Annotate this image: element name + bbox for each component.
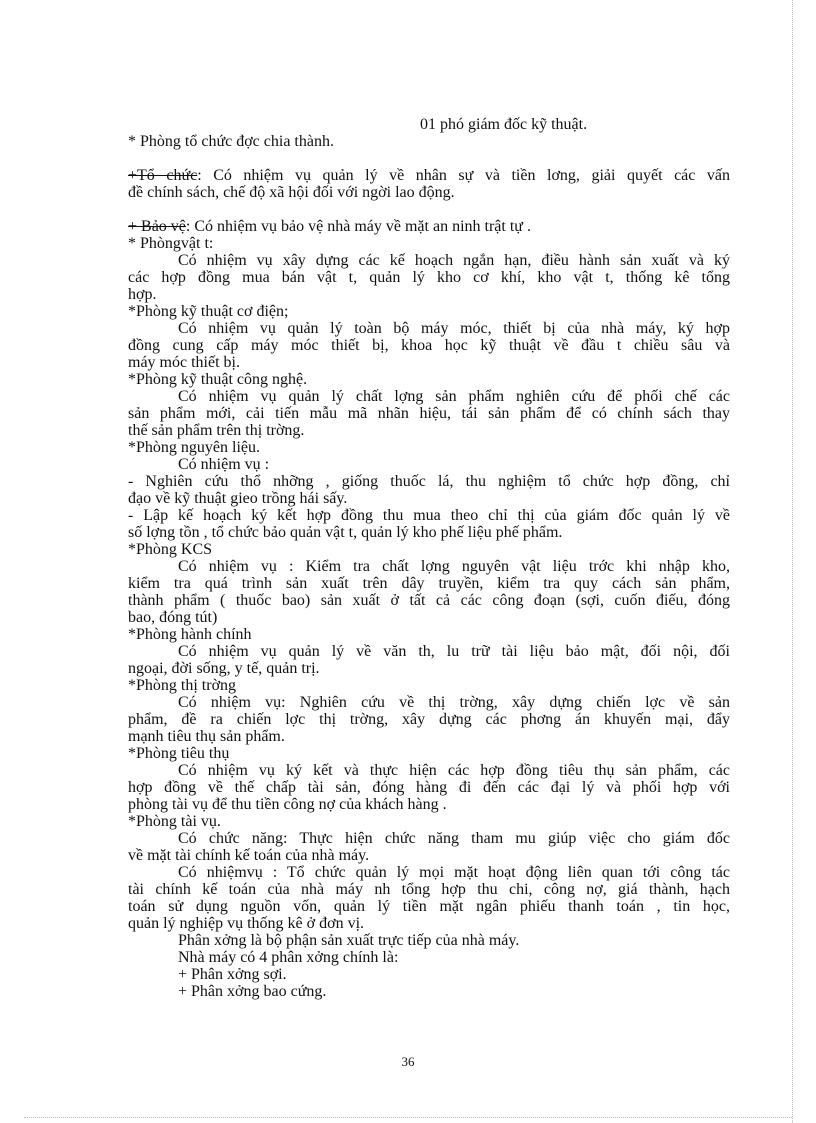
text-line <box>128 507 730 524</box>
line-text: - Nghiên cứu thổ nhỡng , giống thuốc lá, thu nghiệm tổ chức hợp đồng, chỉ <box>128 473 730 490</box>
text-line <box>128 711 730 728</box>
line-text: - Lập kế hoạch ký kết hợp đồng thu mua theo chỉ thị của giám đốc quản lý về <box>128 507 730 524</box>
text-line <box>128 915 364 932</box>
text-line <box>128 371 307 388</box>
line-text: Có nhiệmvụ : Tổ chức quản lý mọi mặt hoạt động liên quan tới công tác <box>178 864 730 881</box>
line-text: về mặt tài chính kế toán của nhà máy. <box>128 847 370 864</box>
line-text: Có nhiệm vụ : Kiểm tra chất lợng nguyên vật liệu trớc khi nhập kho, <box>178 558 730 575</box>
text-line <box>128 847 369 864</box>
text-line <box>128 796 447 813</box>
line-text: hợp đồng về thế chấp tài sản, đóng hàng đi đến các đại lý và phối hợp với <box>128 779 730 796</box>
text-line <box>178 388 730 405</box>
line-text: *Phòng KCS <box>128 541 213 558</box>
text-line <box>178 643 730 660</box>
line-text: * Phòngvật t: <box>128 235 214 252</box>
line-text: phẩm, đề ra chiến lợc thị trờng, xây dựng các phơng án khuyến mại, đẩy <box>128 711 730 728</box>
section-heading: +Tổ chức <box>128 167 198 184</box>
line-text: Có nhiệm vụ quản lý chất lợng sản phẩm nghiên cứu để phối chế các <box>178 388 730 405</box>
text-line <box>128 473 730 490</box>
line-text: máy móc thiết bị. <box>128 354 240 371</box>
text-line <box>178 762 730 779</box>
line-text: * Phòng tổ chức đợc chia thành. <box>128 133 334 150</box>
line-text: + Phân xởng bao cứng. <box>178 983 327 1000</box>
text-line <box>128 541 212 558</box>
line-text: 01 phó giám đốc kỹ thuật. <box>420 116 588 133</box>
text-line <box>178 558 730 575</box>
line-text: Có nhiệm vụ ký kết và thực hiện các hợp đồng tiêu thụ sản phẩm, các <box>178 762 730 779</box>
text-line <box>178 932 519 949</box>
line-text: *Phòng kỹ thuật cơ điện; <box>128 303 289 320</box>
text-line <box>178 320 730 337</box>
text-line <box>128 677 236 694</box>
line-text: số lợng tồn , tổ chức bảo quản vật t, quản lý kho phế liệu phế phẩm. <box>128 524 563 541</box>
text-line <box>178 966 287 983</box>
text-line <box>128 218 531 235</box>
text-line <box>128 745 229 762</box>
text-line <box>178 694 730 711</box>
line-text: kiểm tra quá trình sản xuất trên dây truyền, kiểm tra quy cách sản phẩm, <box>128 575 730 592</box>
line-text: Có nhiệm vụ quản lý toàn bộ máy móc, thiết bị của nhà máy, ký hợp <box>178 320 730 337</box>
section-heading: + Bảo vệ <box>128 218 186 235</box>
text-line <box>128 592 730 609</box>
text-line <box>128 660 320 677</box>
text-line <box>128 184 455 201</box>
text-line <box>178 830 730 847</box>
text-line <box>128 354 240 371</box>
line-text: *Phòng hành chính <box>128 626 252 643</box>
line-text: *Phòng nguyên liệu. <box>128 439 260 456</box>
page-number: 36 <box>401 1054 415 1069</box>
line-text: Có nhiệm vụ : <box>178 456 270 473</box>
text-line <box>128 405 730 422</box>
line-text: đề chính sách, chế độ xã hội đối với ngời lao động. <box>128 184 455 201</box>
line-text: Có nhiệm vụ xây dựng các kế hoạch ngắn hạn, điều hành sản xuất và ký <box>178 252 730 269</box>
text-line <box>128 524 562 541</box>
line-text: toán sử dụng nguồn vốn, quản lý tiền mặt ngân phiếu thanh toán , tin học, <box>128 898 730 915</box>
text-line <box>178 949 398 966</box>
text-line <box>128 269 730 286</box>
text-line <box>128 422 304 439</box>
text-line <box>128 337 730 354</box>
line-text: Có nhiệm vụ: Nghiên cứu về thị trờng, xây dựng chiến lợc về sản <box>178 694 730 711</box>
line-text: đồng cung cấp máy móc thiết bị, khoa học kỹ thuật về đầu t chiều sâu và <box>128 337 730 354</box>
line-text: sản phẩm mới, cải tiến mẫu mã nhãn hiệu, tái sản phẩm để có chính sách thay <box>128 405 730 422</box>
line-text: phòng tài vụ để thu tiền công nợ của khách hàng . <box>128 796 447 813</box>
page-right-border <box>792 0 793 1123</box>
line-text: : Có nhiệm vụ bảo vệ nhà máy về mặt an ninh trật tự . <box>185 218 531 235</box>
line-text: thành phẩm ( thuốc bao) sản xuất ở tất cả các công đoạn (sợi, cuốn điếu, đóng <box>128 592 730 609</box>
text-line <box>128 626 252 643</box>
page-bottom-border <box>24 1117 792 1118</box>
line-text: thế sản phẩm trên thị trờng. <box>128 422 305 439</box>
line-text: Có nhiệm vụ quản lý về văn th, lu trữ tài liệu bảo mật, đối nội, đối <box>178 643 730 660</box>
text-line <box>128 813 221 830</box>
text-line <box>128 167 730 184</box>
line-text: tài chính kế toán của nhà máy nh tổng hợp thu chi, công nợ, giá thành, hạch <box>128 881 730 898</box>
text-line <box>128 303 288 320</box>
text-line <box>128 609 217 626</box>
line-text: *Phòng tiêu thụ <box>128 745 230 762</box>
line-text: Có chức năng: Thực hiện chức năng tham mu giúp việc cho giám đốc <box>178 830 730 847</box>
text-line <box>178 983 326 1000</box>
line-text: hợp. <box>128 286 157 303</box>
line-text: mạnh tiêu thụ sản phẩm. <box>128 728 285 745</box>
line-text: + Phân xởng sợi. <box>178 966 287 983</box>
text-line <box>128 490 347 507</box>
text-line <box>178 252 730 269</box>
line-text: Phân xởng là bộ phận sản xuất trực tiếp của nhà máy. <box>178 932 520 949</box>
text-line <box>178 864 730 881</box>
text-line <box>128 898 730 915</box>
text-line <box>128 286 156 303</box>
text-line <box>420 116 587 133</box>
text-line <box>178 456 269 473</box>
text-line <box>128 439 260 456</box>
text-line <box>128 133 334 150</box>
line-text: đạo về kỹ thuật gieo trồng hái sấy. <box>128 490 348 507</box>
text-line <box>128 881 730 898</box>
line-text: *Phòng tài vụ. <box>128 813 221 830</box>
text-line <box>128 235 213 252</box>
line-text: bao, đóng tút) <box>128 609 218 626</box>
text-line <box>128 728 285 745</box>
line-text: *Phòng kỹ thuật công nghệ. <box>128 371 308 388</box>
line-text: Nhà máy có 4 phân xởng chính là: <box>178 949 399 966</box>
line-text: ngoại, đời sống, y tế, quản trị. <box>128 660 320 677</box>
line-text: : Có nhiệm vụ quản lý về nhân sự và tiền lơng, giải quyết các vấn <box>197 167 730 184</box>
text-line <box>128 575 730 592</box>
text-line <box>128 779 730 796</box>
line-text: *Phòng thị trờng <box>128 677 237 694</box>
line-text: các hợp đồng mua bán vật t, quản lý kho cơ khí, kho vật t, thống kê tổng <box>128 269 730 286</box>
line-text: quản lý nghiệp vụ thống kê ở đơn vị. <box>128 915 365 932</box>
